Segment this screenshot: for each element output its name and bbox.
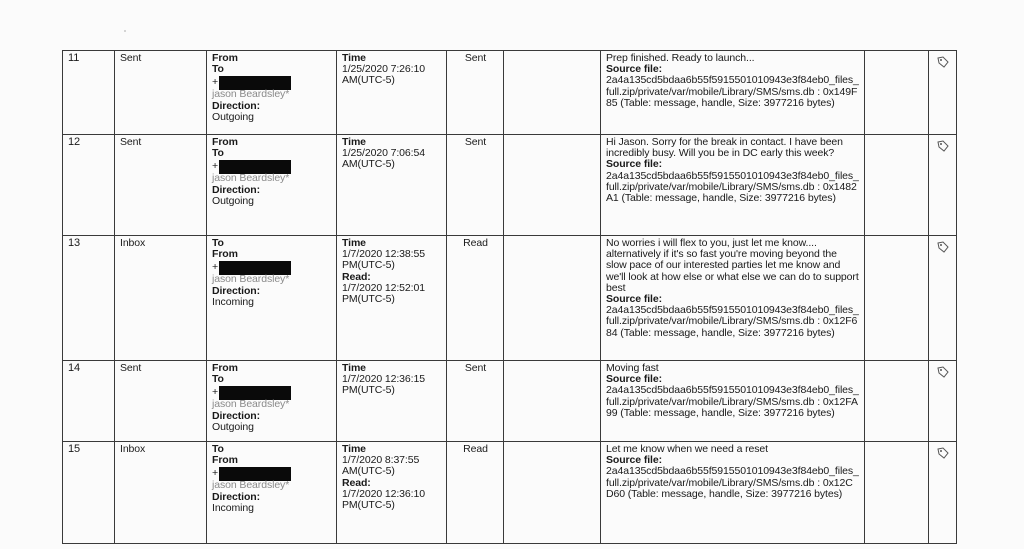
party-first-label: From — [212, 136, 238, 148]
time-value: 1/7/2020 8:37:55 AM(UTC-5) — [342, 454, 420, 478]
source-file-path: 2a4a135cd5bdaa6b55f5915501010943e3f84eb0_files_full.zip/private/var/mobile/Library/SMS/sms.db : 0x12FA99 (Table: message, handle, Size: 3977216 bytes) — [606, 384, 859, 419]
phone-number-line — [212, 260, 332, 274]
tag-icon[interactable] — [936, 55, 950, 69]
parties-cell — [207, 361, 337, 442]
empty-cell — [504, 236, 601, 361]
source-file-label: Source file: — [606, 454, 662, 467]
phone-prefix: + — [212, 160, 219, 173]
time-label: Time — [342, 52, 366, 64]
phone-prefix: + — [212, 261, 219, 274]
folder-cell: Sent — [115, 51, 207, 135]
status-cell: Read — [447, 236, 504, 361]
message-body: Prep finished. Ready to launch... — [606, 52, 755, 64]
status-cell: Sent — [447, 135, 504, 236]
empty-cell-2 — [865, 442, 929, 544]
message-cell — [601, 442, 865, 544]
table-row — [63, 361, 957, 442]
folder-cell: Inbox — [115, 442, 207, 544]
row-number: 14 — [63, 361, 115, 442]
phone-number-line — [212, 385, 332, 399]
party-second-label: To — [212, 63, 224, 76]
phone-number-line — [212, 159, 332, 173]
party-second-label: From — [212, 248, 238, 261]
contact-name: jason Beardsley* — [212, 479, 290, 492]
source-file-path: 2a4a135cd5bdaa6b55f5915501010943e3f84eb0_files_full.zip/private/var/mobile/Library/SMS/sms.db : 0x12F684 (Table: message, handle, Size: 3977216 bytes) — [606, 304, 859, 339]
parties-cell — [207, 135, 337, 236]
folder-cell: Inbox — [115, 236, 207, 361]
tag-cell[interactable] — [929, 135, 957, 236]
source-file-label: Source file: — [606, 293, 662, 306]
message-body: No worries i will flex to you, just let me know.... alternatively if it's so fast you're moving beyond the slow pace of our interested parties let me know and we'll look at how else or what else we can do to support best — [606, 237, 859, 294]
time-cell — [337, 361, 447, 442]
direction-value: Outgoing — [212, 110, 254, 123]
message-body: Moving fast — [606, 362, 659, 374]
message-body: Let me know when we need a reset — [606, 443, 768, 455]
time-cell — [337, 236, 447, 361]
time-label: Time — [342, 362, 366, 374]
message-body: Hi Jason. Sorry for the break in contact. I have been incredibly busy. Will you be in DC early this week? — [606, 136, 843, 160]
party-second-label: To — [212, 147, 224, 160]
time-value: 1/25/2020 7:06:54 AM(UTC-5) — [342, 147, 425, 171]
folder-cell: Sent — [115, 135, 207, 236]
empty-cell — [504, 51, 601, 135]
tag-cell[interactable] — [929, 361, 957, 442]
direction-value: Incoming — [212, 295, 254, 308]
source-file-path: 2a4a135cd5bdaa6b55f5915501010943e3f84eb0_files_full.zip/private/var/mobile/Library/SMS/sms.db : 0x12CD60 (Table: message, handle, Size: 3977216 bytes) — [606, 465, 859, 500]
parties-cell — [207, 236, 337, 361]
party-second-label: To — [212, 373, 224, 386]
tag-cell[interactable] — [929, 442, 957, 544]
message-cell — [601, 236, 865, 361]
direction-label: Direction: — [212, 490, 261, 503]
read-value: 1/7/2020 12:52:01 PM(UTC-5) — [342, 281, 425, 306]
parties-cell — [207, 51, 337, 135]
empty-cell-2 — [865, 51, 929, 135]
time-value: 1/7/2020 12:36:15 PM(UTC-5) — [342, 373, 425, 397]
tag-icon[interactable] — [936, 240, 950, 254]
tag-cell[interactable] — [929, 236, 957, 361]
folder-cell: Sent — [115, 361, 207, 442]
message-cell — [601, 361, 865, 442]
tag-icon[interactable] — [936, 139, 950, 153]
party-first-label: From — [212, 52, 238, 64]
status-cell: Sent — [447, 361, 504, 442]
direction-value: Outgoing — [212, 420, 254, 433]
direction-value: Incoming — [212, 501, 254, 514]
direction-label: Direction: — [212, 284, 261, 297]
direction-label: Direction: — [212, 183, 261, 196]
party-first-label: From — [212, 362, 238, 374]
tag-icon[interactable] — [936, 446, 950, 460]
tag-icon[interactable] — [936, 365, 950, 379]
table-row — [63, 442, 957, 544]
phone-prefix: + — [212, 467, 219, 480]
phone-number-line — [212, 466, 332, 480]
read-label: Read: — [342, 270, 371, 283]
parties-cell — [207, 442, 337, 544]
direction-value: Outgoing — [212, 194, 254, 207]
source-file-label: Source file: — [606, 63, 662, 76]
time-value: 1/25/2020 7:26:10 AM(UTC-5) — [342, 63, 425, 87]
table-row — [63, 51, 957, 135]
empty-cell-2 — [865, 236, 929, 361]
party-first-label: To — [212, 443, 224, 455]
scan-speck — [124, 30, 126, 32]
contact-name: jason Beardsley* — [212, 172, 290, 185]
time-value: 1/7/2020 12:38:55 PM(UTC-5) — [342, 248, 425, 272]
table-row — [63, 236, 957, 361]
phone-prefix: + — [212, 76, 219, 89]
message-cell — [601, 135, 865, 236]
contact-name: jason Beardsley* — [212, 273, 290, 286]
direction-label: Direction: — [212, 99, 261, 112]
time-cell — [337, 135, 447, 236]
empty-cell — [504, 135, 601, 236]
empty-cell-2 — [865, 361, 929, 442]
row-number: 15 — [63, 442, 115, 544]
row-number: 11 — [63, 51, 115, 135]
time-label: Time — [342, 237, 366, 249]
phone-number-line — [212, 75, 332, 89]
row-number: 12 — [63, 135, 115, 236]
status-cell: Read — [447, 442, 504, 544]
source-file-label: Source file: — [606, 158, 662, 171]
read-value: 1/7/2020 12:36:10 PM(UTC-5) — [342, 487, 425, 512]
contact-name: jason Beardsley* — [212, 88, 290, 101]
empty-cell — [504, 442, 601, 544]
message-cell — [601, 51, 865, 135]
phone-prefix: + — [212, 386, 219, 399]
time-cell — [337, 51, 447, 135]
empty-cell-2 — [865, 135, 929, 236]
contact-name: jason Beardsley* — [212, 398, 290, 411]
message-table — [62, 50, 957, 544]
party-second-label: From — [212, 454, 238, 467]
status-cell: Sent — [447, 51, 504, 135]
empty-cell — [504, 361, 601, 442]
tag-cell[interactable] — [929, 51, 957, 135]
time-label: Time — [342, 443, 366, 455]
time-label: Time — [342, 136, 366, 148]
party-first-label: To — [212, 237, 224, 249]
table-row — [63, 135, 957, 236]
time-cell — [337, 442, 447, 544]
direction-label: Direction: — [212, 409, 261, 422]
read-label: Read: — [342, 476, 371, 489]
source-file-path: 2a4a135cd5bdaa6b55f5915501010943e3f84eb0_files_full.zip/private/var/mobile/Library/SMS/sms.db : 0x1482A1 (Table: message, handle, Size: 3977216 bytes) — [606, 169, 859, 205]
source-file-label: Source file: — [606, 373, 662, 386]
row-number: 13 — [63, 236, 115, 361]
source-file-path: 2a4a135cd5bdaa6b55f5915501010943e3f84eb0_files_full.zip/private/var/mobile/Library/SMS/sms.db : 0x149F85 (Table: message, handle, Size: 3977216 bytes) — [606, 74, 859, 109]
